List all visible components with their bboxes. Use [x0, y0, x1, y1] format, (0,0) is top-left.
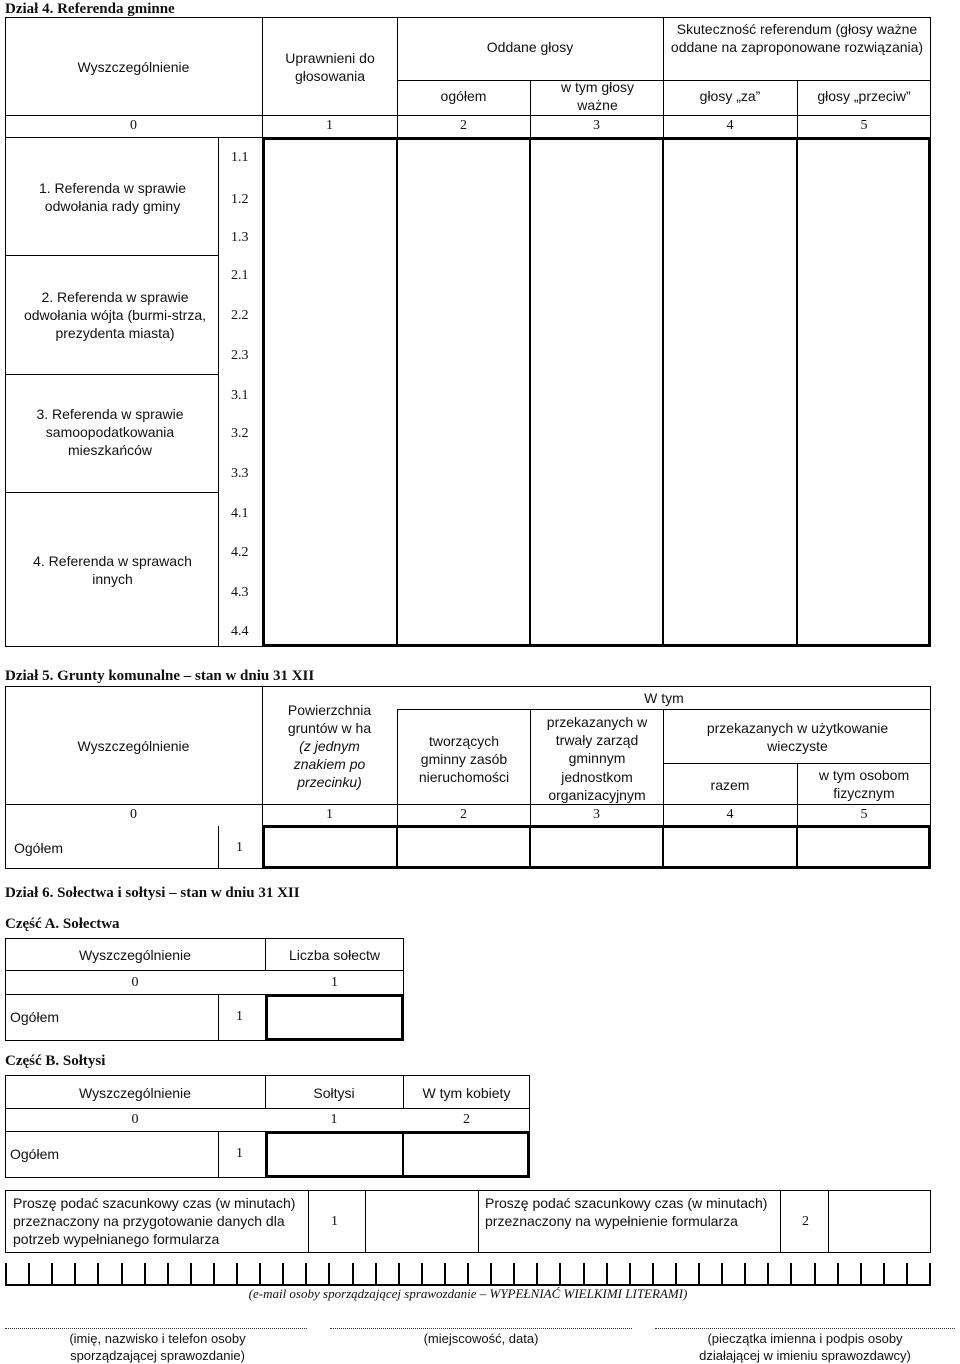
col-header-soltysi: Sołtysi [313, 1085, 355, 1101]
email-comb-tick [259, 1263, 261, 1286]
email-comb-tick [513, 1263, 515, 1286]
col-header-uzytkowanie: przekazanych w użytkowanie wieczyste [706, 720, 889, 755]
row-code: 1.2 [231, 192, 249, 207]
email-comb-tick [352, 1263, 354, 1286]
signature-line-signatory [655, 1328, 955, 1329]
col-number: 0 [131, 975, 139, 990]
col-header-wyszczegolnienie: Wyszczególnienie [77, 59, 190, 75]
email-comb-tick [213, 1263, 215, 1286]
row-code: 2.2 [231, 308, 249, 323]
col-header-powierzchnia: Powierzchnia gruntów w ha [287, 702, 372, 737]
email-comb-tick [467, 1263, 469, 1286]
email-comb-tick [536, 1263, 538, 1286]
col-number: 2 [460, 118, 467, 133]
col-header-ogolem: ogółem [440, 88, 487, 104]
email-input-comb[interactable] [5, 1263, 931, 1286]
row-code: 1 [236, 1146, 243, 1161]
email-comb-tick [675, 1263, 677, 1286]
time-answer-fill-field[interactable]: 2 [802, 1214, 809, 1229]
email-comb-tick [490, 1263, 492, 1286]
col-number: 4 [726, 807, 734, 822]
section-6-title: Dział 6. Sołectwa i sołtysi – stan w dniu 31 XII [5, 885, 300, 901]
col-number: 5 [860, 807, 868, 822]
email-comb-tick [883, 1263, 885, 1286]
row-code: 4.2 [231, 545, 249, 560]
email-comb-tick [236, 1263, 238, 1286]
email-comb-tick [583, 1263, 585, 1286]
col-number: 5 [860, 118, 868, 133]
col-number: 3 [593, 118, 600, 133]
email-comb-tick [97, 1263, 99, 1286]
col-header-w-tym: W tym [644, 690, 684, 706]
col-number: 1 [330, 1112, 338, 1127]
signature-caption-signatory: (pieczątka imienna i podpis osoby działającej w imieniu sprawozdawcy) [699, 1331, 911, 1363]
col-header-uprawnieni: Uprawnieni do głosowania [285, 50, 375, 85]
email-comb-tick [190, 1263, 192, 1286]
section-4-title: Dział 4. Referenda gminne [5, 1, 175, 17]
row-label-ogolem: Ogółem [10, 1009, 60, 1025]
col-header-wyszczegolnienie: Wyszczególnienie [79, 1085, 191, 1101]
col-header-glosy-przeciw: głosy „przeciw” [817, 88, 911, 104]
email-comb-tick [629, 1263, 631, 1286]
row-code: 3.3 [231, 466, 249, 481]
email-comb-tick [744, 1263, 746, 1286]
col-header-razem: razem [710, 777, 750, 793]
col-number: 2 [463, 1112, 470, 1127]
col-header-trwaly-zarzad: przekazanych w trwały zarząd gminnym jednostkom organizacyjnym [546, 714, 648, 803]
col-number: 2 [460, 807, 467, 822]
row-label-ogolem: Ogółem [14, 840, 64, 856]
row-label-referenda-inne: 4. Referenda w sprawach innych [33, 553, 192, 588]
email-field-caption: (e-mail osoby sporządzającej sprawozdanie – WYPEŁNIAĆ WIELKIMI LITERAMI) [248, 1286, 688, 1301]
row-code: 2.1 [231, 268, 249, 283]
email-comb-tick [121, 1263, 123, 1286]
row-label-referenda-rada: 1. Referenda w sprawie odwołania rady gminy [38, 180, 187, 215]
section-5-title: Dział 5. Grunty komunalne – stan w dniu 31 XII [5, 668, 315, 684]
col-number: 3 [593, 807, 600, 822]
row-code: 4.4 [231, 624, 249, 639]
col-header-osobom-fizycznym: w tym osobom fizycznym [818, 767, 910, 802]
col-number: 0 [131, 1112, 139, 1127]
email-comb-tick [51, 1263, 53, 1286]
row-label-referenda-wojt: 2. Referenda w sprawie odwołania wójta (burmi-strza, prezydenta miasta) [23, 289, 207, 342]
email-comb-tick [28, 1263, 30, 1286]
col-number: 0 [130, 118, 137, 133]
email-comb-tick [652, 1263, 654, 1286]
col-number: 1 [326, 118, 333, 133]
col-number: 1 [326, 807, 333, 822]
part-a-title: Część A. Sołectwa [5, 916, 120, 932]
signature-caption-date: (miejscowość, data) [423, 1331, 539, 1346]
email-comb-tick [721, 1263, 723, 1286]
email-comb-tick [906, 1263, 908, 1286]
email-comb-tick [5, 1263, 7, 1286]
row-code: 3.2 [231, 426, 249, 441]
col-header-wazne: w tym głosy ważne [560, 79, 635, 114]
col-number: 1 [331, 975, 338, 990]
row-label-ogolem: Ogółem [10, 1146, 60, 1162]
col-header-glosy-za: głosy „za” [699, 88, 761, 104]
row-code: 1.1 [231, 150, 249, 165]
col-header-tworzacych: tworzących gminny zasób nieruchomości [418, 733, 510, 786]
time-question-prep: Proszę podać szacunkowy czas (w minutach) przeznaczony na przygotowanie danych dla potrzeb wypełnianego formularza [13, 1195, 296, 1247]
email-comb-tick [398, 1263, 400, 1286]
col-header-w-tym-kobiety: W tym kobiety [422, 1085, 511, 1101]
email-comb-tick [860, 1263, 862, 1286]
email-comb-tick [767, 1263, 769, 1286]
time-answer-prep-field[interactable]: 1 [331, 1214, 338, 1229]
signature-line-preparer [5, 1328, 307, 1329]
col-header-wyszczegolnienie: Wyszczególnienie [79, 947, 191, 963]
email-comb-tick [698, 1263, 700, 1286]
part-b-title: Część B. Sołtysi [5, 1053, 106, 1069]
col-number: 0 [130, 807, 137, 822]
col-header-skutecznosc: Skuteczność referendum (głosy ważne oddane na zaproponowane rozwiązania) [670, 21, 924, 56]
col-number: 4 [726, 118, 734, 133]
row-code: 3.1 [231, 388, 249, 403]
email-comb-tick [328, 1263, 330, 1286]
row-label-referenda-samoopodatkowanie: 3. Referenda w sprawie samoopodatkowania mieszkańców [36, 406, 184, 459]
col-header-powierzchnia-note: (z jednym znakiem po przecinku) [293, 738, 366, 791]
row-code: 2.3 [231, 348, 249, 363]
email-comb-tick [421, 1263, 423, 1286]
row-code: 1.3 [231, 230, 249, 245]
row-code: 4.3 [231, 585, 249, 600]
email-comb-tick [167, 1263, 169, 1286]
signature-line-date [330, 1328, 632, 1329]
signature-caption-preparer: (imię, nazwisko i telefon osoby sporządzającej sprawozdanie) [69, 1331, 246, 1363]
email-comb-tick [282, 1263, 284, 1286]
email-comb-tick [814, 1263, 816, 1286]
row-code: 1 [236, 840, 243, 855]
email-comb-tick [929, 1263, 931, 1286]
email-comb-tick [144, 1263, 146, 1286]
col-header-oddane-glosy: Oddane głosy [486, 39, 574, 55]
email-comb-tick [790, 1263, 792, 1286]
col-header-liczba-solectw: Liczba sołectw [288, 947, 381, 963]
email-comb-tick [444, 1263, 446, 1286]
email-comb-tick [606, 1263, 608, 1286]
time-question-fill: Proszę podać szacunkowy czas (w minutach) przeznaczony na wypełnienie formularza [485, 1195, 768, 1229]
row-code: 1 [236, 1009, 243, 1024]
col-header-wyszczegolnienie: Wyszczególnienie [77, 738, 190, 754]
email-comb-tick [375, 1263, 377, 1286]
email-comb-tick [305, 1263, 307, 1286]
email-comb-tick [74, 1263, 76, 1286]
email-comb-tick [559, 1263, 561, 1286]
row-code: 4.1 [231, 506, 249, 521]
email-comb-tick [837, 1263, 839, 1286]
